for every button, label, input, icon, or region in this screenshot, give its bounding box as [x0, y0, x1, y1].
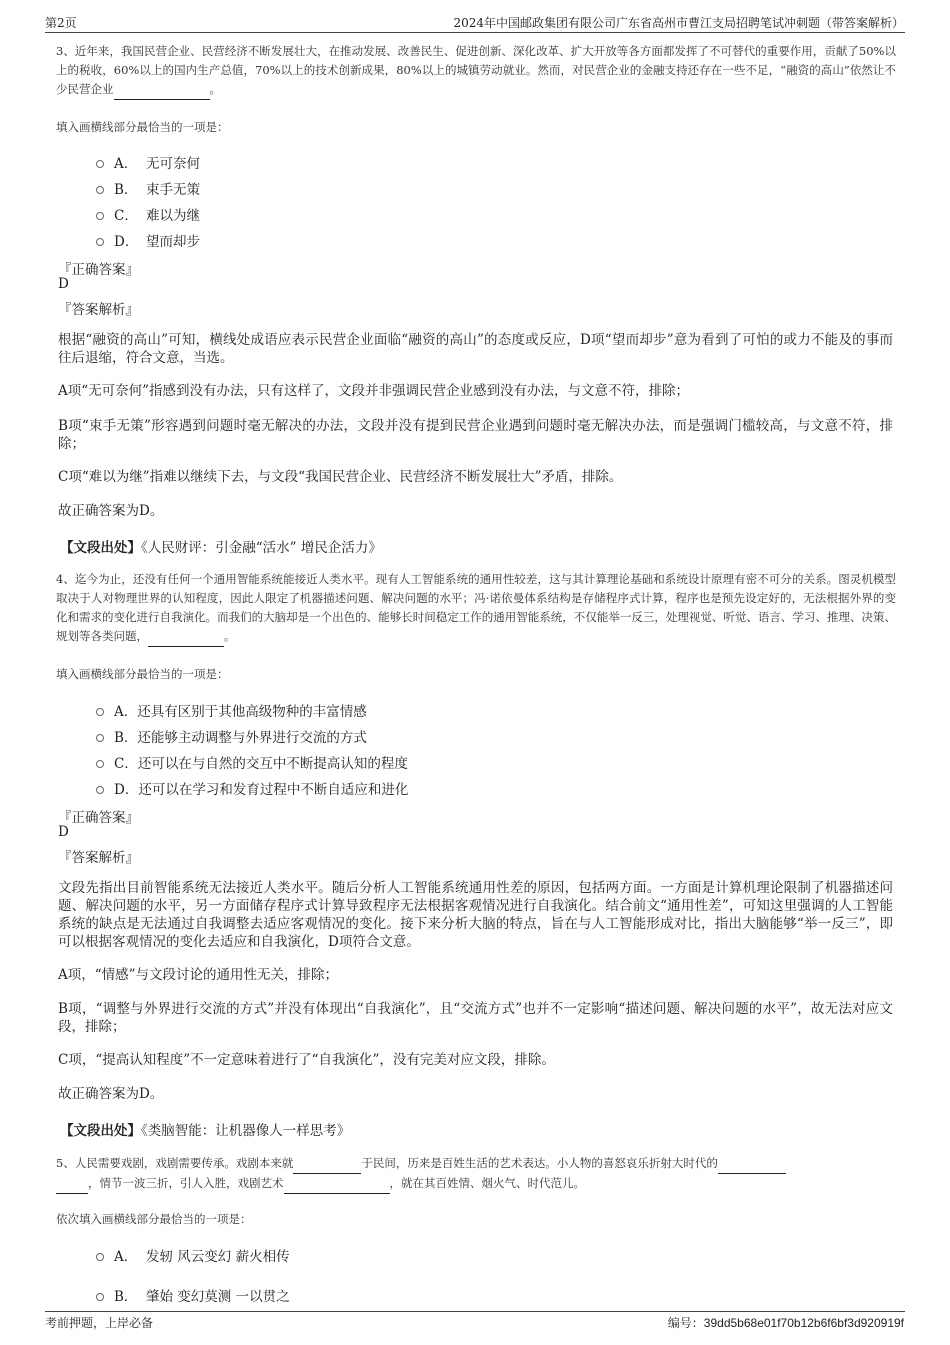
radio-icon[interactable] — [96, 212, 104, 220]
radio-icon[interactable] — [96, 786, 104, 794]
radio-icon[interactable] — [96, 186, 104, 194]
source-citation: 【文段出处】《类脑智能：让机器像人一样思考》 — [60, 1123, 351, 1139]
correct-answer: D — [58, 276, 69, 292]
question-5-instruction: 依次填入画横线部分最恰当的一项是： — [56, 1212, 252, 1226]
question-3-instruction: 填入画横线部分最恰当的一项是： — [56, 120, 229, 134]
q3-option-c[interactable]: C． 难以为继 — [96, 204, 200, 224]
answer-blank — [293, 1154, 361, 1174]
footer-divider — [45, 1311, 905, 1312]
analysis-paragraph: C项，“提高认知程度”不一定意味着进行了“自我演化”，没有完美对应文段，排除。 — [58, 1052, 555, 1068]
q4-option-d[interactable]: D． 还可以在学习和发育过程中不断自适应和进化 — [96, 778, 408, 798]
question-4-text: 4、迄今为止，还没有任何一个通用智能系统能接近人类水平。现有人工智能系统的通用性较差，这与其计算理论基础和系统设计原理有密不可分的关系。图灵机模型取决于人对物理世界的认知程度，因此人限定了机器描述问题、解决问题的水平；冯·诺依曼体系结构是存储程序式计算，程序也是预先设定好的，无法根据外界的变化和需求的变化进行自我演化。而我们的大脑却是一个出色的、能够长时间稳定工作的通用智能系统，不仅能举一反三，处理视觉、听觉、语言、学习、推理、决策、规划等各类问题， 。 — [56, 570, 896, 647]
q3-option-b[interactable]: B． 束手无策 — [96, 178, 200, 198]
document-code: 编号：39dd5b68e01f70b12b6f6bf3d920919f — [667, 1316, 904, 1330]
analysis-label: 『答案解析』 — [58, 302, 139, 318]
answer-blank — [284, 1174, 390, 1194]
q4-option-b[interactable]: B． 还能够主动调整与外界进行交流的方式 — [96, 726, 367, 746]
question-5-text: 5、人民需要戏剧，戏剧需要传承。戏剧本来就 于民间，历来是百姓生活的艺术表达。小人物的喜怒哀乐折射大时代的 ，情节一波三折，引人入胜，戏剧艺术 ，就在其百姓情、烟火气、时代范儿。 — [56, 1154, 896, 1194]
answer-blank — [56, 1174, 88, 1194]
q3-option-d[interactable]: D． 望而却步 — [96, 230, 200, 250]
answer-blank — [148, 627, 224, 647]
radio-icon[interactable] — [96, 760, 104, 768]
analysis-paragraph: 故正确答案为D。 — [58, 503, 164, 519]
correct-answer-label: 『正确答案』 — [58, 810, 139, 826]
radio-icon[interactable] — [96, 1253, 104, 1261]
analysis-paragraph: 文段先指出目前智能系统无法接近人类水平。随后分析人工智能系统通用性差的原因，包括两方面。一方面是计算机理论限制了机器描述问题、解决问题的水平，另一方面储存程序式计算导致程序无法根据客观情况进行自我演化。结合前文“通用性差”，可知这里强调的人工智能系统的缺点是无法通过自我调整去适应客观情况的变化。接下来分析大脑的特点，旨在与人工智能形成对比，指出大脑能够“举一反三”，即可以根据客观情况的变化去适应和自我演化，D项符合文意。 — [58, 880, 893, 950]
correct-answer-label: 『正确答案』 — [58, 262, 139, 278]
source-citation: 【文段出处】《人民财评：引金融“活水” 增民企活力》 — [60, 540, 382, 556]
analysis-paragraph: 故正确答案为D。 — [58, 1086, 164, 1102]
radio-icon[interactable] — [96, 708, 104, 716]
radio-icon[interactable] — [96, 160, 104, 168]
analysis-paragraph: 根据“融资的高山”可知，横线处成语应表示民营企业面临“融资的高山”的态度或反应，D项“望而却步”意为看到了可怕的或力不能及的事而往后退缩，符合文意，当选。 — [58, 332, 893, 366]
header-divider — [45, 32, 905, 33]
document-title: 2024年中国邮政集团有限公司广东省高州市曹江支局招聘笔试冲刺题（带答案解析） — [453, 16, 904, 30]
q4-option-c[interactable]: C． 还可以在与自然的交互中不断提高认知的程度 — [96, 752, 408, 772]
q4-option-a[interactable]: A． 还具有区别于其他高级物种的丰富情感 — [96, 700, 367, 720]
analysis-paragraph: A项，“情感”与文段讨论的通用性无关，排除； — [58, 967, 339, 983]
analysis-paragraph: A项“无可奈何”指感到没有办法，只有这样了，文段并非强调民营企业感到没有办法，与文意不符，排除； — [58, 383, 690, 399]
q5-option-b[interactable]: B． 肇始 变幻莫测 一以贯之 — [96, 1285, 290, 1305]
radio-icon[interactable] — [96, 1293, 104, 1301]
radio-icon[interactable] — [96, 238, 104, 246]
q3-option-a[interactable]: A． 无可奈何 — [96, 152, 200, 172]
analysis-paragraph: B项“束手无策”形容遇到问题时毫无解决的办法，文段并没有提到民营企业遇到问题时毫无解决办法，而是强调门槛较高，与文意不符，排除； — [58, 418, 893, 452]
analysis-paragraph: B项，“调整与外界进行交流的方式”并没有体现出“自我演化”，且“交流方式”也并不一定影响“描述问题、解决问题的水平”，故无法对应文段，排除； — [58, 1001, 893, 1035]
correct-answer: D — [58, 824, 69, 840]
analysis-paragraph: C项“难以为继”指难以继续下去，与文段“我国民营企业、民营经济不断发展壮大”矛盾，排除。 — [58, 469, 623, 485]
answer-blank — [114, 80, 210, 100]
question-4-instruction: 填入画横线部分最恰当的一项是： — [56, 667, 229, 681]
footer-slogan: 考前押题，上岸必备 — [45, 1316, 154, 1330]
analysis-label: 『答案解析』 — [58, 850, 139, 866]
answer-blank — [718, 1154, 786, 1174]
question-3-text: 3、近年来，我国民营企业、民营经济不断发展壮大，在推动发展、改善民生、促进创新、深化改革、扩大开放等各方面都发挥了不可替代的重要作用，贡献了50%以上的税收，60%以上的国内生产总值，70%以上的技术创新成果，80%以上的城镇劳动就业。然而，对民营企业的金融支持还存在一些不足，“融资的高山”依然让不少民营企业 。 — [56, 42, 896, 100]
page-number: 第2页 — [45, 16, 77, 30]
radio-icon[interactable] — [96, 734, 104, 742]
q5-option-a[interactable]: A． 发轫 风云变幻 薪火相传 — [96, 1245, 290, 1265]
